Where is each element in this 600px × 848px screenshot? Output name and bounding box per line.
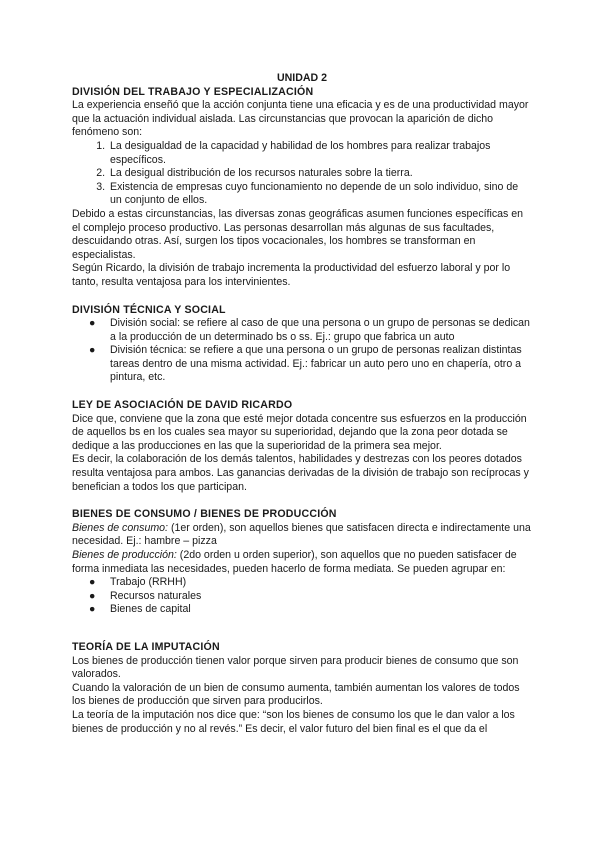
paragraph-imputacion-3: La teoría de la imputación nos dice que: “son los bienes de consumo los que le dan valor a los bienes de producción y no al revés.” Es decir, el valor futuro del bien final es el que da el xyxy=(72,708,515,735)
list-item xyxy=(89,603,532,617)
heading-division-tecnica: DIVISIÓN TÉCNICA Y SOCIAL xyxy=(72,303,226,316)
list-item xyxy=(89,576,532,590)
list-item xyxy=(89,344,532,385)
list-circunstancias xyxy=(72,140,532,208)
heading-imputacion: TEORÍA DE LA IMPUTACIÓN xyxy=(72,640,220,653)
list-item xyxy=(89,589,532,604)
heading-bienes: BIENES DE CONSUMO / BIENES DE PRODUCCIÓN xyxy=(72,508,337,521)
text-bienes-produccion: (2do orden u orden superior), son aquellos que no pueden satisfacer de forma inmediata las necesidades, pueden hacerlo de forma mediata. Se pueden agrupar en: xyxy=(72,549,517,575)
list-item-text: Recursos naturales xyxy=(110,589,202,602)
bullet-icon: ● xyxy=(89,576,96,589)
paragraph-bienes-produccion xyxy=(72,549,532,576)
term-bienes-consumo: Bienes de consumo: xyxy=(72,521,168,534)
list-item: 2. La desigual distribución de los recursos naturales sobre la tierra. xyxy=(108,167,532,181)
paragraph-ricardo-1: Dice que, conviene que la zona que esté mejor dotada concentre sus esfuerzos en la producción de aquellos bs en los cuales sea mayor su superioridad, dejando que la zona peor dotada se dedique a las producciones en las que la superioridad de la primera sea mejor. xyxy=(72,412,527,452)
list-item-text: Trabajo (RRHH) xyxy=(110,576,187,589)
list-item-text: División técnica: se refiere a que una persona o un grupo de personas realizan distintas tareas dentro de una misma actividad. Ej.: fabricar un auto pero uno en chapería, otro a pintura, etc. xyxy=(110,344,522,384)
page-content xyxy=(72,72,532,736)
paragraph-bienes-consumo xyxy=(72,522,532,549)
paragraph-division-3: Según Ricardo, la división de trabajo incrementa la productividad del esfuerzo laboral y por lo tanto, resulta ventajosa para los intervinientes. xyxy=(72,262,511,288)
paragraph-ricardo-2: Es decir, la colaboración de los demás talentos, habilidades y destrezas con los peores dotados resulta ventajosa para ambos. Las ganancias derivadas de la división de trabajo son recíprocas y benefician a todos los que participan. xyxy=(72,453,529,493)
heading-ley-ricardo: LEY DE ASOCIACIÓN DE DAVID RICARDO xyxy=(72,399,293,412)
paragraph-division-intro: La experiencia enseñó que la acción conjunta tiene una eficacia y es de una productividad mayor que la actuación individual aislada. Las circunstancias que provocan la aparición de dicho fenómeno son: xyxy=(72,99,529,139)
text-bienes-consumo: (1er orden), son aquellos bienes que satisfacen directa e indirectamente una necesidad. Ej.: hambre – pizza xyxy=(72,521,531,548)
bullet-icon: ● xyxy=(89,317,96,330)
list-item: 3. Existencia de empresas cuyo funcionamiento no depende de un solo individuo, sino de un conjunto de ellos. xyxy=(108,181,532,208)
heading-division-trabajo: DIVISIÓN DEL TRABAJO Y ESPECIALIZACIÓN xyxy=(72,85,314,98)
paragraph-imputacion-2: Cuando la valoración de un bien de consumo aumenta, también aumentan los valores de todos los bienes de producción que sirven para producirlos. xyxy=(72,681,520,708)
bullet-icon: ● xyxy=(89,603,96,616)
list-item-text: Bienes de capital xyxy=(110,603,191,616)
bullet-icon: ● xyxy=(89,589,96,602)
list-item: 1. La desigualdad de la capacidad y habilidad de los hombres para realizar trabajos específicos. xyxy=(108,140,532,167)
list-item-text: División social: se refiere al caso de que una persona o un grupo de personas se dedican a la producción de un determinado bs o ss. Ej.: grupo que fabrica un auto xyxy=(110,317,530,343)
unit-title: UNIDAD 2 xyxy=(276,72,328,84)
list-item xyxy=(89,317,532,344)
bullet-icon: ● xyxy=(89,344,96,357)
list-bienes-produccion xyxy=(72,576,532,617)
term-bienes-produccion: Bienes de producción: xyxy=(72,549,177,561)
paragraph-division-2: Debido a estas circunstancias, las diversas zonas geográficas asumen funciones específicas en el complejo proceso productivo. Las personas desarrollan más algunas de sus facultades, descuidando otras. Así, surgen los tipos vocacionales, los hombres se transforman en especialistas. xyxy=(72,207,524,261)
list-division-tipos xyxy=(72,317,532,385)
paragraph-imputacion-1: Los bienes de producción tienen valor porque sirven para producir bienes de consumo que son valorados. xyxy=(72,654,519,681)
